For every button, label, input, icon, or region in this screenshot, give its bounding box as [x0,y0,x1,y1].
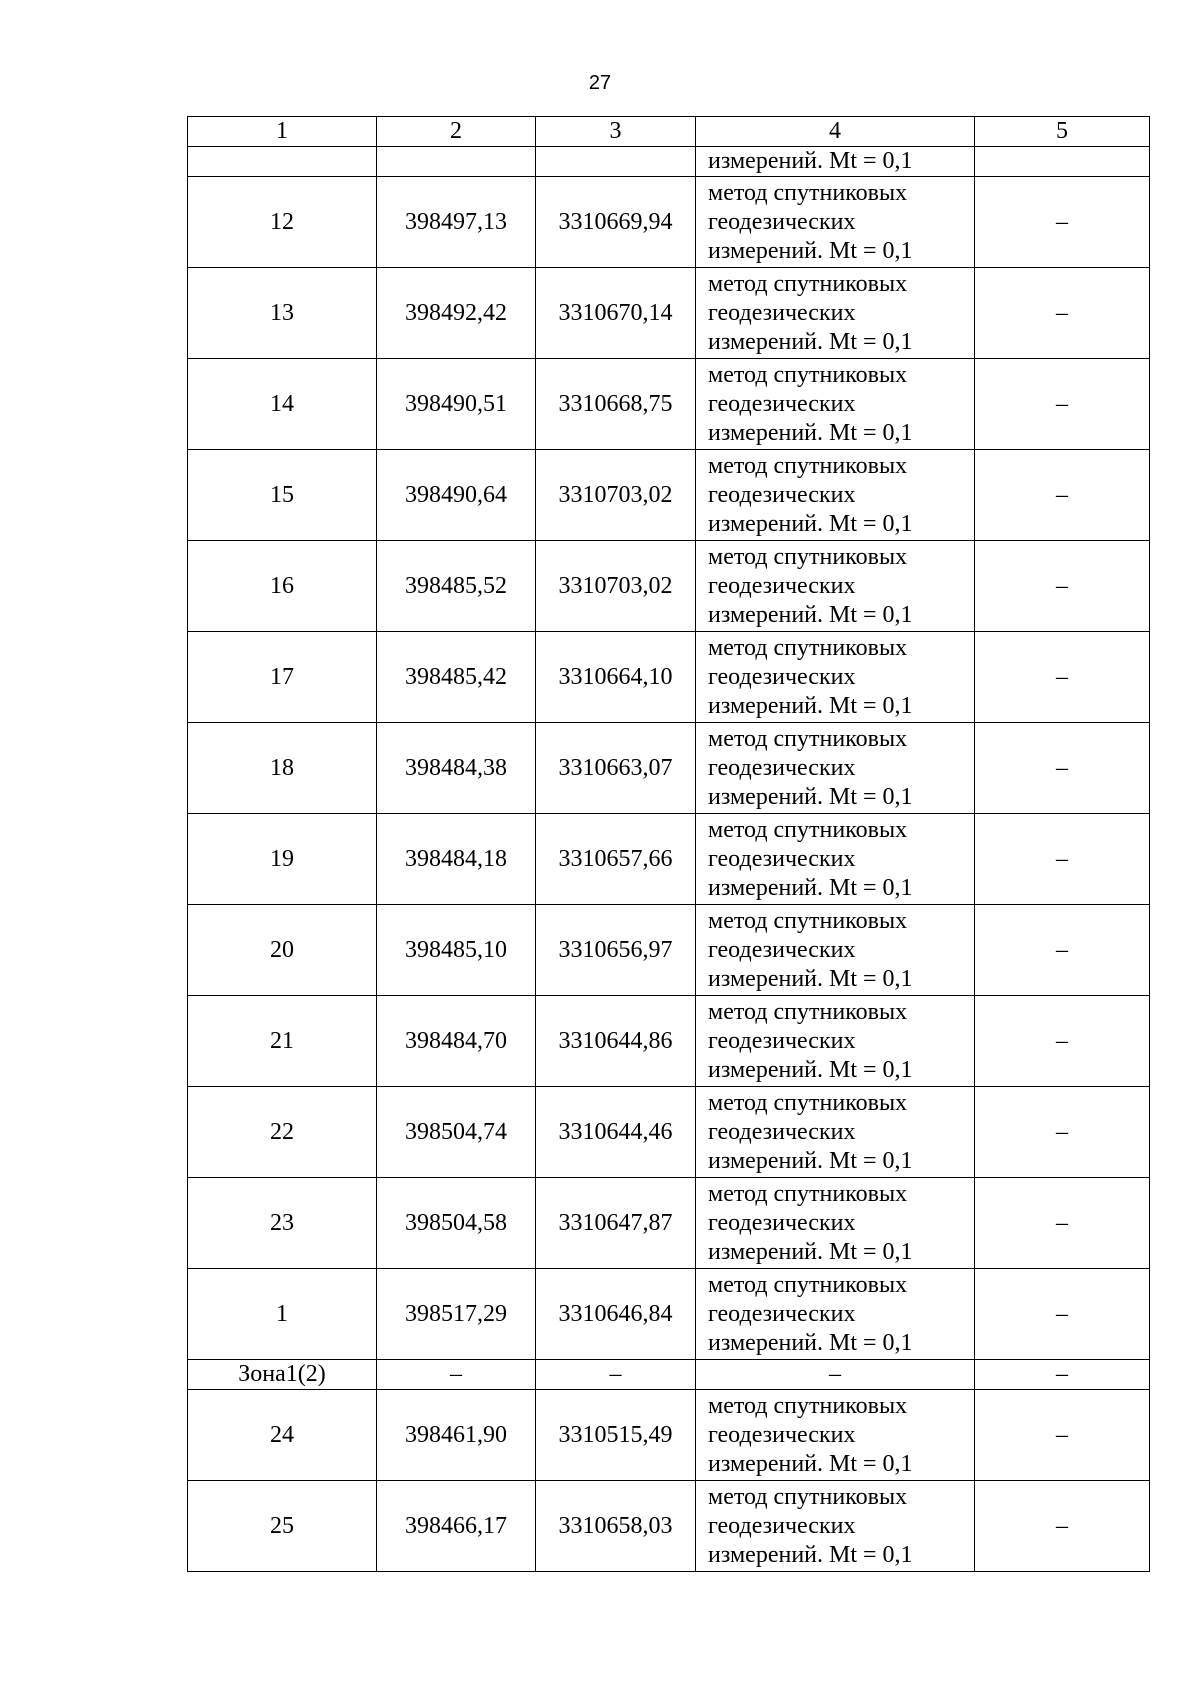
method-line: метод спутниковых [708,270,908,297]
method-line: измерений. Mt = 0,1 [708,1056,913,1083]
point-number-cell: 23 [188,1178,377,1269]
method-line: метод спутниковых [708,634,908,661]
continuation-method-cell: измерений. Mt = 0,1 [696,147,975,177]
method-line: метод спутниковых [708,1392,908,1419]
method-line: метод спутниковых [708,1271,908,1298]
table-row [188,1481,1150,1572]
x-coordinate-cell: 398492,42 [377,268,536,359]
method-line: измерений. Mt = 0,1 [708,692,913,719]
note-cell: – [975,268,1150,359]
header-cell-2: 2 [377,117,536,147]
x-coordinate-cell: 398504,74 [377,1087,536,1178]
table-row [188,177,1150,268]
method-line: измерений. Mt = 0,1 [708,419,913,446]
method-line: геодезических [708,1027,856,1054]
x-coordinate-cell: 398485,42 [377,632,536,723]
x-coordinate-cell: 398484,18 [377,814,536,905]
method-line: геодезических [708,754,856,781]
x-coordinate-cell: 398517,29 [377,1269,536,1360]
point-number-cell: 1 [188,1269,377,1360]
point-number-cell: 20 [188,905,377,996]
x-coordinate-cell: 398484,38 [377,723,536,814]
y-coordinate-cell: 3310657,66 [536,814,696,905]
method-cell [696,450,975,541]
note-cell: – [975,905,1150,996]
note-cell: – [975,450,1150,541]
method-line: измерений. Mt = 0,1 [708,510,913,537]
note-cell: – [975,1390,1150,1481]
method-cell [696,996,975,1087]
point-number-cell: 18 [188,723,377,814]
table-row [188,1390,1150,1481]
point-number-cell: 17 [188,632,377,723]
zone-cell-2: – [377,1360,536,1390]
method-line: геодезических [708,572,856,599]
method-line: измерений. Mt = 0,1 [708,601,913,628]
header-cell-1: 1 [188,117,377,147]
method-line: геодезических [708,936,856,963]
method-line: метод спутниковых [708,907,908,934]
method-line: метод спутниковых [708,725,908,752]
y-coordinate-cell: 3310703,02 [536,541,696,632]
header-cell-3: 3 [536,117,696,147]
table-row [188,1269,1150,1360]
note-cell: – [975,1269,1150,1360]
table-row [188,996,1150,1087]
y-coordinate-cell: 3310663,07 [536,723,696,814]
table-row [188,723,1150,814]
continuation-cell-2 [377,147,536,177]
method-line: метод спутниковых [708,998,908,1025]
x-coordinate-cell: 398485,52 [377,541,536,632]
zone-label-cell: Зона1(2) [188,1360,377,1390]
method-line: метод спутниковых [708,452,908,479]
table-row [188,1178,1150,1269]
continuation-row [188,147,1150,177]
method-cell [696,1390,975,1481]
header-cell-5: 5 [975,117,1150,147]
note-cell: – [975,996,1150,1087]
method-cell [696,632,975,723]
note-cell: – [975,359,1150,450]
method-cell [696,905,975,996]
y-coordinate-cell: 3310668,75 [536,359,696,450]
method-line: измерений. Mt = 0,1 [708,237,913,264]
x-coordinate-cell: 398504,58 [377,1178,536,1269]
y-coordinate-cell: 3310646,84 [536,1269,696,1360]
point-number-cell: 24 [188,1390,377,1481]
point-number-cell: 21 [188,996,377,1087]
method-line: измерений. Mt = 0,1 [708,1541,913,1568]
method-line: геодезических [708,1421,856,1448]
table-row [188,268,1150,359]
x-coordinate-cell: 398484,70 [377,996,536,1087]
x-coordinate-cell: 398466,17 [377,1481,536,1572]
note-cell: – [975,814,1150,905]
x-coordinate-cell: 398497,13 [377,177,536,268]
point-number-cell: 14 [188,359,377,450]
continuation-cell-3 [536,147,696,177]
method-cell [696,359,975,450]
table-row [188,541,1150,632]
point-number-cell: 25 [188,1481,377,1572]
method-line: метод спутниковых [708,816,908,843]
y-coordinate-cell: 3310644,86 [536,996,696,1087]
point-number-cell: 19 [188,814,377,905]
method-line: метод спутниковых [708,361,908,388]
note-cell: – [975,632,1150,723]
x-coordinate-cell: 398490,51 [377,359,536,450]
coordinates-table [187,116,1150,1572]
method-line: геодезических [708,390,856,417]
table-row [188,450,1150,541]
table-row [188,359,1150,450]
method-line: измерений. Mt = 0,1 [708,1450,913,1477]
method-line: измерений. Mt = 0,1 [708,1329,913,1356]
header-cell-4: 4 [696,117,975,147]
point-number-cell: 16 [188,541,377,632]
point-number-cell: 15 [188,450,377,541]
method-line: измерений. Mt = 0,1 [708,1147,913,1174]
page-number: 27 [588,72,612,94]
method-line: метод спутниковых [708,1089,908,1116]
method-line: измерений. Mt = 0,1 [708,965,913,992]
y-coordinate-cell: 3310644,46 [536,1087,696,1178]
x-coordinate-cell: 398490,64 [377,450,536,541]
method-line: геодезических [708,1300,856,1327]
y-coordinate-cell: 3310647,87 [536,1178,696,1269]
note-cell: – [975,177,1150,268]
note-cell: – [975,723,1150,814]
point-number-cell: 22 [188,1087,377,1178]
method-line: геодезических [708,299,856,326]
method-cell [696,1178,975,1269]
y-coordinate-cell: 3310670,14 [536,268,696,359]
method-line: метод спутниковых [708,1483,908,1510]
point-number-cell: 13 [188,268,377,359]
method-cell [696,541,975,632]
method-line: геодезических [708,208,856,235]
method-line: метод спутниковых [708,179,908,206]
table-row [188,905,1150,996]
method-cell [696,1087,975,1178]
method-cell [696,814,975,905]
method-line: измерений. Mt = 0,1 [708,783,913,810]
zone-cell-4: – [696,1360,975,1390]
y-coordinate-cell: 3310664,10 [536,632,696,723]
continuation-cell-5 [975,147,1150,177]
zone-header-row [188,1360,1150,1390]
note-cell: – [975,1087,1150,1178]
zone-cell-5: – [975,1360,1150,1390]
x-coordinate-cell: 398461,90 [377,1390,536,1481]
table-row [188,1087,1150,1178]
method-line: метод спутниковых [708,1180,908,1207]
method-cell [696,1269,975,1360]
x-coordinate-cell: 398485,10 [377,905,536,996]
note-cell: – [975,1481,1150,1572]
note-cell: – [975,1178,1150,1269]
y-coordinate-cell: 3310656,97 [536,905,696,996]
method-line: геодезических [708,663,856,690]
method-line: геодезических [708,845,856,872]
y-coordinate-cell: 3310658,03 [536,1481,696,1572]
method-cell [696,177,975,268]
table-row [188,814,1150,905]
method-cell [696,723,975,814]
y-coordinate-cell: 3310669,94 [536,177,696,268]
method-line: измерений. Mt = 0,1 [708,1238,913,1265]
continuation-cell-1 [188,147,377,177]
y-coordinate-cell: 3310703,02 [536,450,696,541]
table-row [188,632,1150,723]
method-line: геодезических [708,1512,856,1539]
method-line: метод спутниковых [708,543,908,570]
point-number-cell: 12 [188,177,377,268]
y-coordinate-cell: 3310515,49 [536,1390,696,1481]
method-line: геодезических [708,1209,856,1236]
method-line: измерений. Mt = 0,1 [708,874,913,901]
table-header-row [188,117,1150,147]
method-cell [696,1481,975,1572]
zone-cell-3: – [536,1360,696,1390]
note-cell: – [975,541,1150,632]
method-cell [696,268,975,359]
method-line: геодезических [708,481,856,508]
method-line: измерений. Mt = 0,1 [708,328,913,355]
method-line: геодезических [708,1118,856,1145]
